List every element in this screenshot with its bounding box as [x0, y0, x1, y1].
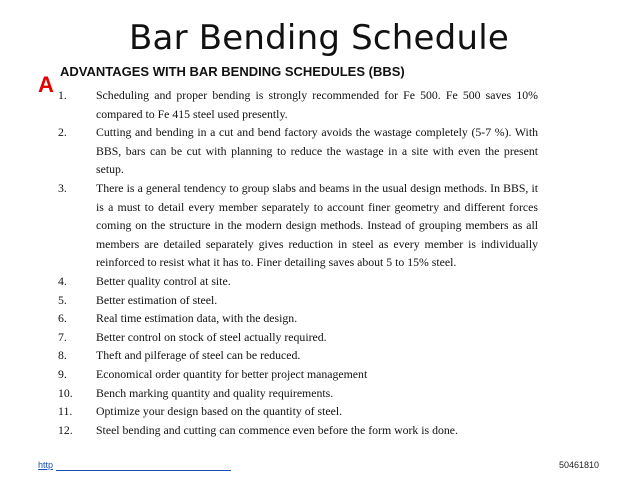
item-number: 11.: [58, 404, 73, 419]
list-item: [58, 309, 538, 328]
list-item: [58, 421, 538, 440]
footer-right-text: 50461810: [559, 460, 600, 470]
list-item: [58, 291, 538, 310]
document-heading: ADVANTAGES WITH BAR BENDING SCHEDULES (BBS): [60, 64, 405, 79]
item-text: Optimize your design based on the quantity of steel.: [96, 404, 343, 419]
list-item: [58, 86, 538, 123]
item-text: Steel bending and cutting can commence even before the form work is done.: [96, 422, 458, 437]
item-text: There is a general tendency to group slabs and beams in the usual design methods. In BBS, it is a must to detail every member separately to account finer geometry and different forces coming on the structure in the modern design methods. Instead of grouping members as all members are detailed separately gives reduction in steel as every member is individually reinforced to resist what it has to. Finer detailing saves about 5 to 15% steel.: [96, 180, 538, 270]
item-text: Scheduling and proper bending is strongly recommended for Fe 500. Fe 500 saves 10% compared to Fe 415 steel used presently.: [96, 88, 538, 121]
item-number: 4.: [58, 273, 67, 288]
item-text: Cutting and bending in a cut and bend factory avoids the wastage completely (5-7 %). With BBS, bars can be cut with planning to reduce the wastage in a site with even the present setup.: [96, 125, 538, 177]
item-text: Theft and pilferage of steel can be reduced.: [96, 348, 301, 363]
item-text: Better control on stock of steel actually required.: [96, 329, 327, 344]
item-number: 9.: [58, 366, 67, 381]
red-heading-letter: A: [38, 72, 54, 97]
item-text: Better quality control at site.: [96, 273, 231, 288]
list-item: [58, 365, 538, 384]
item-number: 2.: [58, 125, 67, 140]
footer-link-underline: [56, 470, 231, 471]
list-item: [58, 384, 538, 403]
item-text: Real time estimation data, with the design.: [96, 311, 298, 326]
item-number: 5.: [58, 292, 67, 307]
item-number: 10.: [58, 385, 73, 400]
item-number: 1.: [58, 88, 67, 102]
slide-title: Bar Bending Schedule: [129, 18, 509, 58]
advantages-list: [58, 86, 538, 439]
item-number: 7.: [58, 329, 67, 344]
list-item: [58, 272, 538, 291]
list-item: [58, 328, 538, 347]
list-item: [58, 346, 538, 365]
item-number: 3.: [58, 180, 67, 195]
footer-link[interactable]: http: [38, 460, 54, 470]
list-item: [58, 179, 538, 272]
item-text: Economical order quantity for better project management: [96, 366, 368, 381]
item-number: 8.: [58, 348, 67, 363]
item-number: 6.: [58, 311, 67, 326]
item-number: 12.: [58, 422, 73, 437]
item-text: Better estimation of steel.: [96, 292, 218, 307]
list-item: [58, 402, 538, 421]
item-text: Bench marking quantity and quality requirements.: [96, 385, 334, 400]
list-item: [58, 123, 538, 179]
